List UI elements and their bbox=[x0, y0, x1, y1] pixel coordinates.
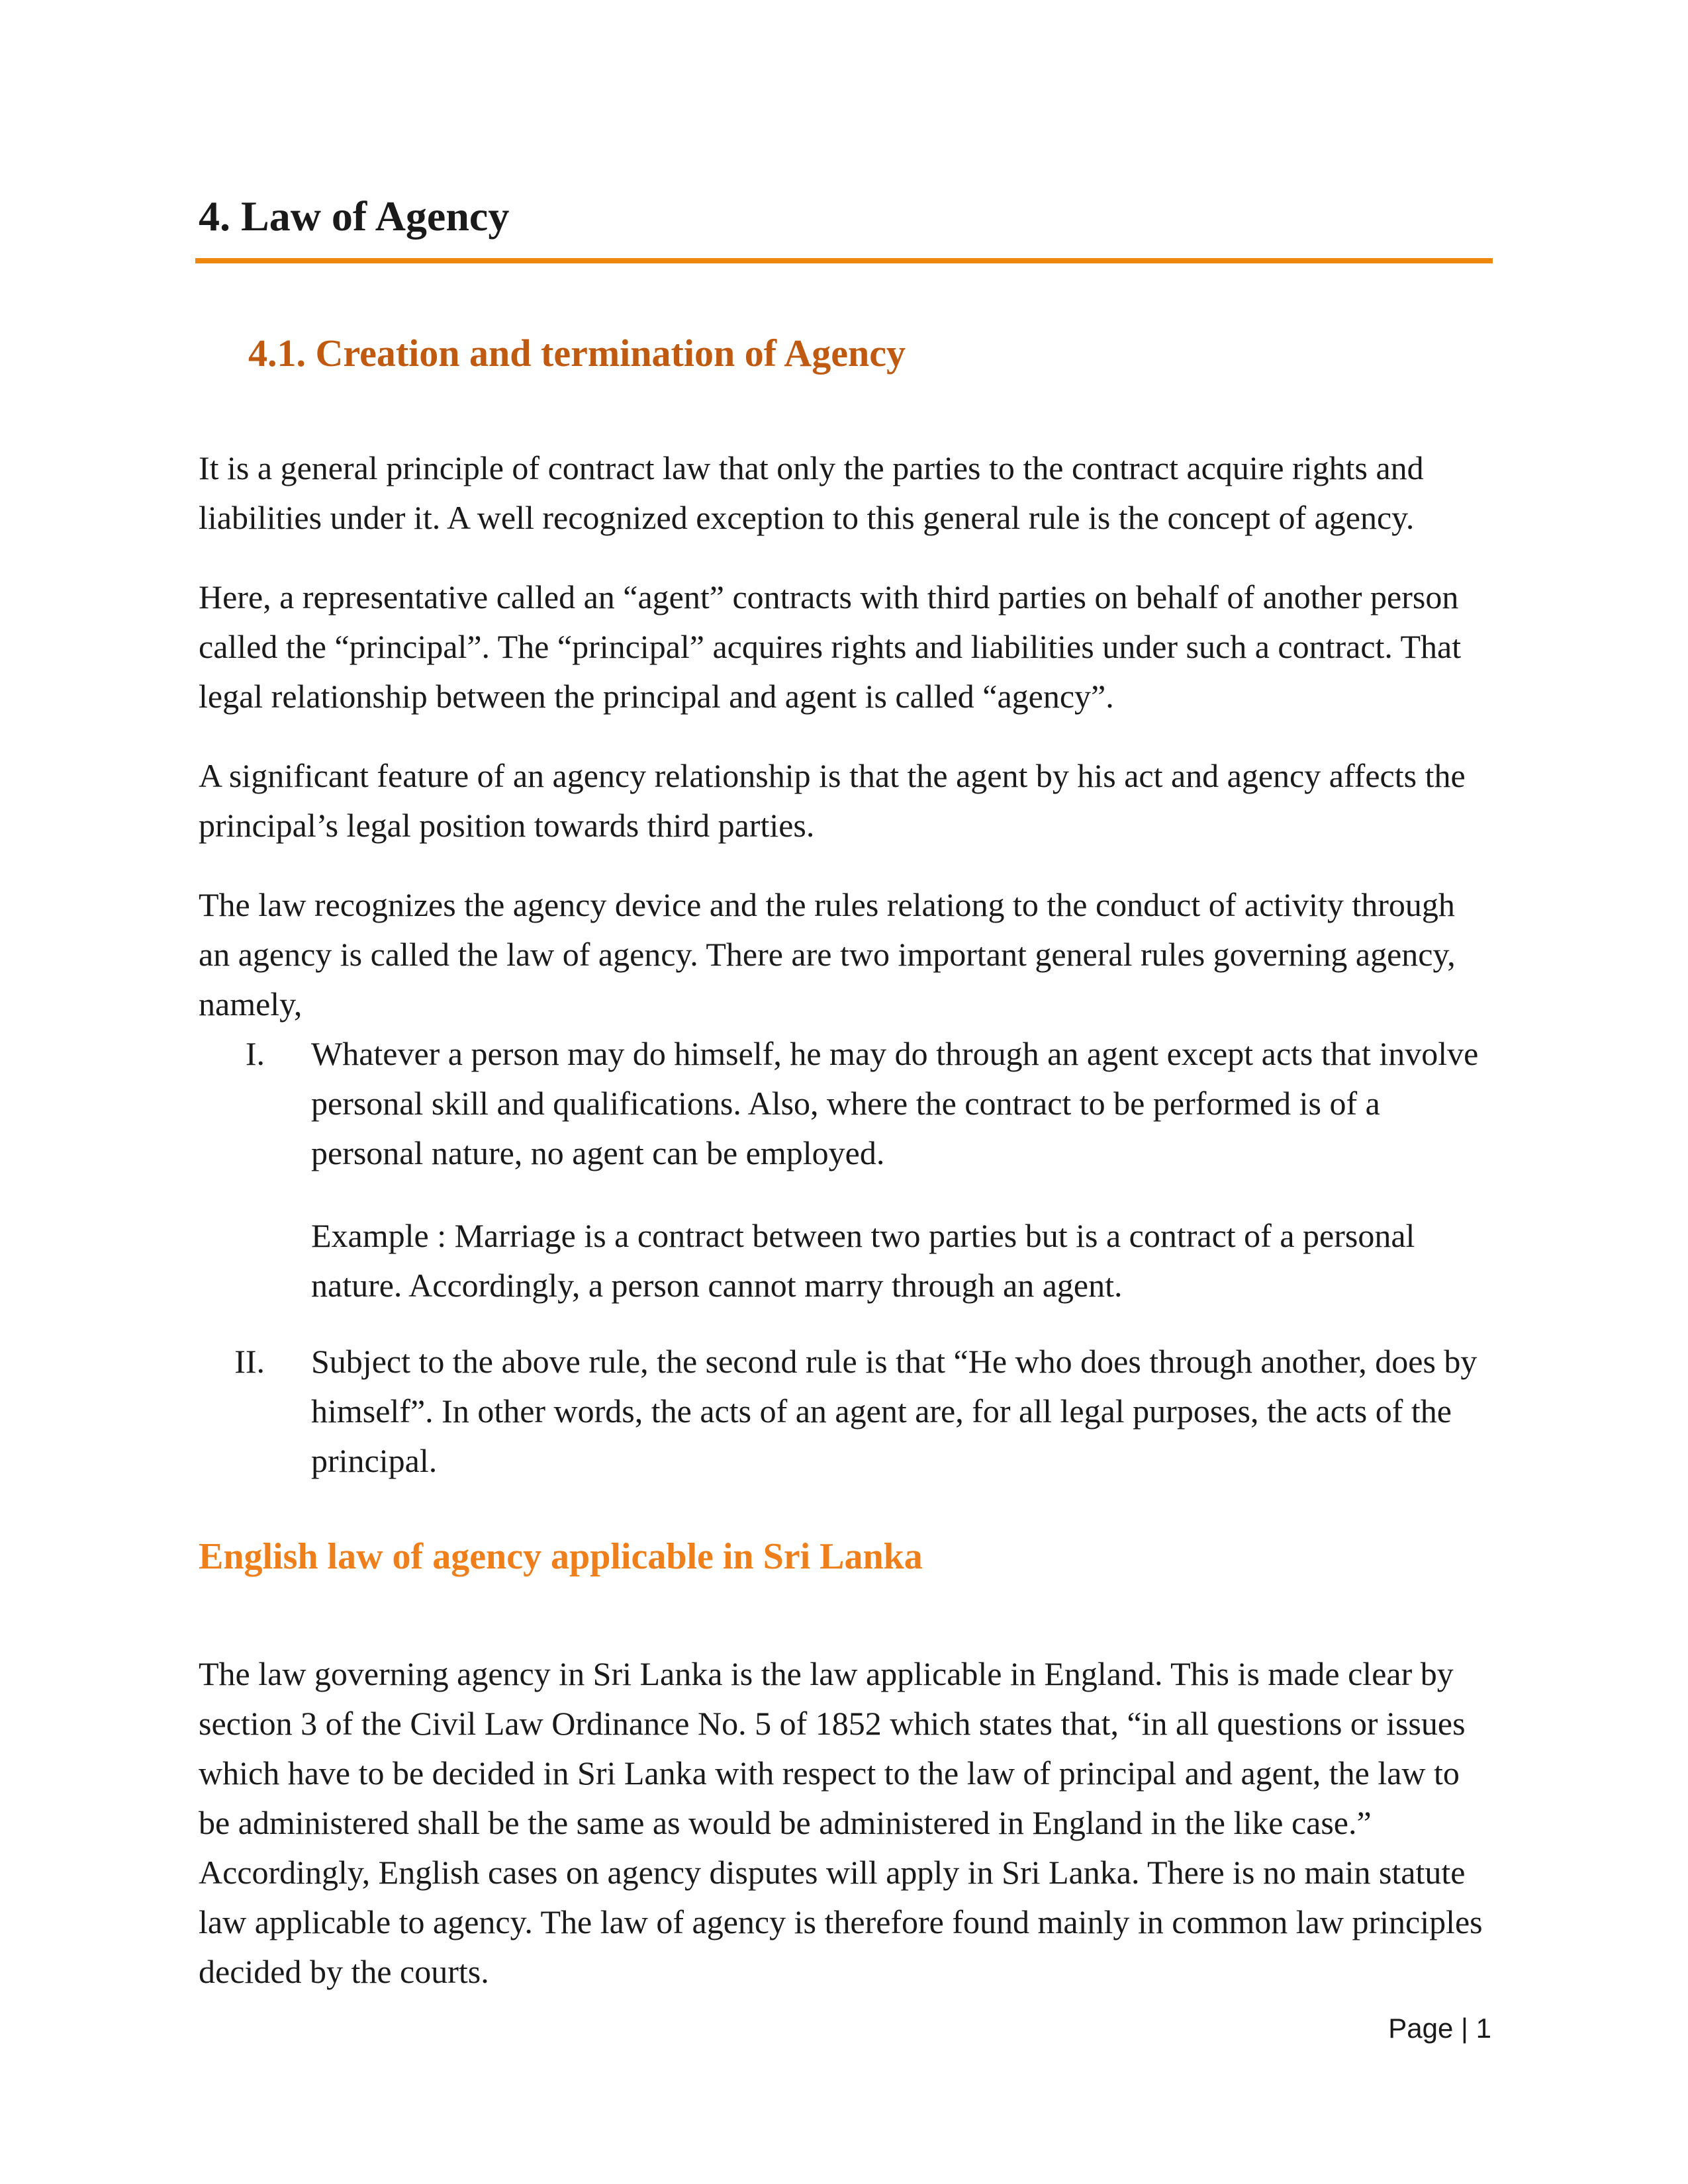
list-marker-one: I. bbox=[245, 1035, 265, 1072]
document-content bbox=[199, 0, 1489, 1997]
page-title-text: Law of Agency bbox=[241, 193, 510, 240]
list-text-one: Whatever a person may do himself, he may do through an agent except acts that involve personal skill and qualifications. Also, where the contract to be performed is of a personal nature, no agent can be employed. bbox=[311, 1035, 1479, 1171]
body-copy bbox=[199, 443, 1489, 1997]
page-number-footer: Page | 1 bbox=[1388, 2013, 1491, 2044]
section-heading: 4.1. Creation and termination of Agency bbox=[248, 332, 906, 375]
list-marker-two: II. bbox=[234, 1343, 265, 1380]
title-divider-rule bbox=[195, 258, 1493, 263]
closing-section bbox=[199, 1649, 1489, 1997]
list-item-one bbox=[199, 1029, 1489, 1178]
list-text-two: Subject to the above rule, the second rule is that “He who does through another, does by himself”. In other words, the acts of an agent are, for all legal purposes, the acts of the principal. bbox=[311, 1343, 1477, 1479]
closing-paragraph: The law governing agency in Sri Lanka is the law applicable in England. This is made clear by section 3 of the Civil Law Ordinance No. 5 of 1852 which states that, “in all questions or issues which have to be decided in Sri Lanka with respect to the law of principal and agent, the law to be administered shall be the same as would be administered in England in the like case.” Accordingly, English cases on agency disputes will apply in Sri Lanka. There is no main statute law applicable to agency. The law of agency is therefore found mainly in common law principles decided by the courts. bbox=[199, 1655, 1483, 1990]
list-item-two bbox=[199, 1337, 1489, 1486]
example-paragraph: Example : Marriage is a contract between two parties but is a contract of a personal nature. Accordingly, a person cannot marry through an agent. bbox=[311, 1217, 1415, 1304]
page-title-number: 4. bbox=[199, 193, 230, 240]
body-paragraph-general-rules: The law recognizes the agency device and the rules relationg to the conduct of activity through an agency is called the law of agency. There are two important general rules governing agency, namely, bbox=[199, 886, 1456, 1023]
body-paragraph-intro: It is a general principle of contract law that only the parties to the contract acquire rights and liabilities under it. A well recognized exception to this general rule is the concept of agency. bbox=[199, 449, 1424, 536]
page-title bbox=[199, 191, 1489, 242]
body-paragraph-agent-definition: Here, a representative called an “agent” contracts with third parties on behalf of another person called the “principal”. The “principal” acquires rights and liabilities under such a contract. That legal relationship between the principal and agent is called “agency”. bbox=[199, 578, 1462, 715]
subheading-english-law: English law of agency applicable in Sri Lanka bbox=[199, 1536, 923, 1577]
body-paragraph-significant-feature: A significant feature of an agency relationship is that the agent by his act and agency affects the principal’s legal position towards third parties. bbox=[199, 757, 1466, 844]
